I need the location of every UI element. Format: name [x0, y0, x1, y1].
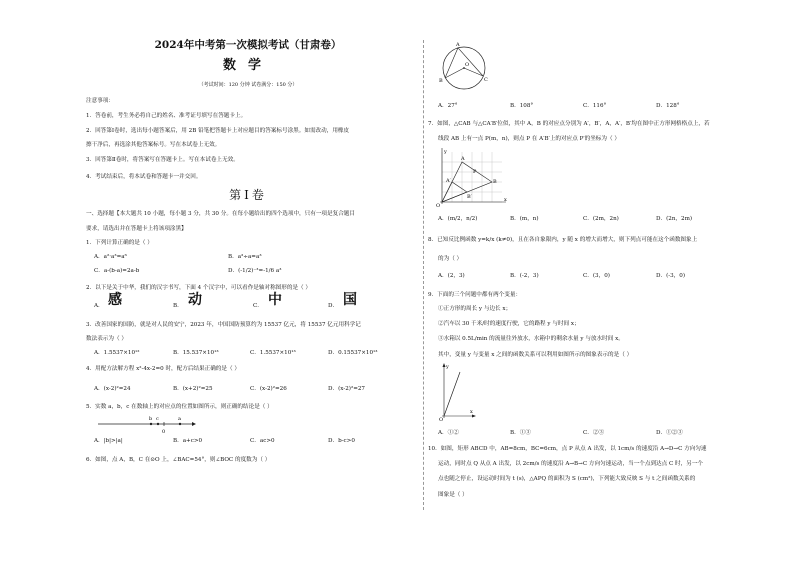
question-8-option-b: B．(-2，3) — [510, 273, 539, 279]
question-7-option-a: A．(m/2，n/2) — [438, 216, 478, 222]
notice-item: 2．回答第Ⅰ卷时，选出每小题答案后，用 2B 铅笔把答题卡上对应题目的答案标号涂黑。如需改动，用橡皮 — [86, 128, 350, 134]
question-9-option-d: D．①②③ — [656, 430, 683, 436]
notice-heading: 注意事项： — [86, 98, 114, 104]
question-3-stem: 3．改善国家的国防，就是对人民的安宁，2023 年，中国国防预算约为 15537 亿元，将 15537 亿元用科学记 — [86, 322, 361, 328]
question-7-option-d: D．(2n，2m) — [656, 216, 693, 222]
question-7-stem: 7．如图，△CAB 与△CA′B′位似，其中 A，B 的对应点分别为 A′，B′，A，A′，B′均在图中正方形网格格点上，若 — [428, 121, 710, 127]
question-9-item: ③水箱以 0.5L/min 的流量往外放水，水箱中的剩余水量 y 与放水时间 x。 — [438, 336, 624, 342]
question-8-option-c: C．(3，0) — [583, 273, 610, 279]
notice-item: 3．回答第Ⅱ卷时，将答案写在答题卡上。写在本试卷上无效。 — [86, 157, 239, 163]
grid-label-y: y — [444, 149, 447, 155]
question-2-letter-b: B． — [173, 303, 183, 309]
graph-label-o: O — [439, 417, 444, 422]
question-8-stem-cont: 的为（ ） — [438, 256, 463, 262]
question-6-option-b: B．108° — [510, 103, 534, 109]
question-8-option-d: D．(-3，0) — [656, 273, 686, 279]
question-1-option-c: C．a-(b-a)=2a-b — [94, 268, 140, 274]
question-5-option-a: A．|b|>|a| — [94, 438, 123, 444]
circle-figure — [436, 40, 492, 92]
question-9-stem: 9．下面的三个问题中都有两个变量： — [428, 292, 522, 298]
subject-title: 数学 — [222, 58, 273, 73]
question-4-option-d: D．(x-2)²=27 — [328, 386, 365, 392]
notice-item: 1．答卷前，考生务必将自己的姓名、准考证号填写在答题卡上。 — [86, 113, 247, 119]
question-7-option-c: C．(2m，2n) — [583, 216, 619, 222]
question-2-letter-a: A． — [94, 303, 104, 309]
notice-item: 擦干净后，再选涂其他答案标号。写在本试卷上无效。 — [86, 142, 221, 148]
column-divider — [423, 40, 424, 510]
circle-label-o: O — [465, 62, 470, 68]
question-1-option-d: D．(-1/2)⁻³=-1/6 a³ — [228, 268, 282, 274]
question-2-char-c: 中 — [268, 292, 282, 308]
circle-label-a: A — [456, 42, 460, 48]
question-2-char-a: 感 — [108, 292, 122, 308]
question-8-option-a: A．(2，3) — [438, 273, 465, 279]
question-8-stem: 8．已知反比例函数 y=k/x (k≠0)，且在各自象限内，y 随 x 的增大而增大，则下列点可能在这个函数图象上 — [428, 237, 698, 243]
exam-title: 2024年中考第一次模拟考试（甘肃卷） — [154, 39, 342, 51]
question-10-stem: 10．如图，矩形 ABCD 中，AB=8cm，BC=6cm，点 P 从点 A 出发，以 1cm/s 的速度沿 A→D→C 方向匀速 — [428, 446, 707, 452]
graph-label-x: x — [470, 409, 473, 415]
question-3-option-c: C．1.5537×10¹³ — [250, 350, 296, 356]
grid-label-p: P — [473, 169, 477, 175]
section-title: 第Ⅰ卷 — [229, 188, 267, 202]
question-7-stem-cont: 线段 AB 上有一点 P(m，n)，则点 P 在 A′B′上的对应点 P′的坐标为（ ） — [438, 136, 620, 142]
number-line-label-0: 0 — [162, 429, 166, 434]
question-10-stem-cont: 图象是（ ） — [438, 492, 468, 498]
circle-label-c: C — [484, 77, 488, 83]
question-9-option-c: C．②③ — [583, 430, 605, 436]
number-line-label-c: c — [156, 416, 159, 422]
section-intro: 一、选择题【本大题共 10 小题，每小题 3 分，共 30 分。在每小题给出的四个选项中，只有一项是复合题目 — [86, 211, 355, 217]
question-4-option-a: A．(x-2)²=24 — [94, 386, 131, 392]
question-5-stem: 5．实数 a，b，c 在数轴上的对应点的位置如图所示，则正确的结论是（ ） — [86, 404, 273, 410]
question-1-stem: 1．下列计算正确的是（ ） — [86, 240, 153, 246]
number-line-figure — [96, 412, 196, 434]
grid-label-o: O — [436, 203, 441, 208]
right-column — [428, 0, 780, 562]
question-10-stem-cont: 运动，同时点 Q 从点 A 出发，以 2cm/s 的速度沿 A→B→C 方向匀速运动，当一个点到达点 C 时，另一个 — [438, 461, 704, 467]
grid-label-b: B — [493, 179, 497, 185]
question-4-option-b: B．(x+2)²=25 — [173, 386, 213, 392]
question-6-stem: 6．如图，点 A，B，C 在⊙O 上，∠BAC=54°，则∠BOC 的度数为（ ） — [86, 457, 271, 463]
question-9-item: ①正方形的周长 y 与边长 x； — [438, 306, 512, 312]
question-2-letter-d: D． — [328, 303, 339, 309]
question-6-option-d: D．128° — [656, 103, 680, 109]
question-7-option-b: B．(m，n) — [510, 216, 539, 222]
question-2-char-b: 动 — [188, 292, 202, 308]
notice-item: 4．考试结束后，将本试卷和答题卡一并交回。 — [86, 174, 202, 180]
circle-label-b: B — [439, 78, 443, 84]
question-1-option-a: A．a²·a³=a⁶ — [94, 254, 127, 260]
question-9-item: ②汽车以 30 千米/时的速度行驶，它的路程 y 与时间 x； — [438, 321, 580, 327]
left-column — [78, 0, 418, 562]
grid-label-x: x — [504, 197, 507, 203]
question-6-option-c: C．116° — [583, 103, 607, 109]
number-line-label-b: b — [149, 416, 153, 422]
grid-label-a-prime: A′ — [446, 178, 451, 184]
grid-label-a: A — [461, 156, 465, 162]
question-6-option-a: A．27° — [438, 103, 458, 109]
question-3-option-b: B．15.537×10¹³ — [173, 350, 219, 356]
question-10-stem-cont: 点也随之停止，设运动时间为 t (s)，△APQ 的面积为 S (cm²)，下列能大致反映 S 与 t 之间函数关系的 — [438, 476, 696, 482]
question-2-char-d: 国 — [343, 292, 357, 308]
question-1-option-b: B．a³÷a=a³ — [228, 254, 262, 260]
exam-meta: （考试时间：120 分钟 试卷满分：150 分） — [198, 82, 298, 88]
question-2-letter-c: C． — [253, 303, 263, 309]
question-3-option-a: A．1.5537×10¹² — [94, 350, 140, 356]
question-9-option-b: B．①③ — [510, 430, 531, 436]
question-3-option-d: D．0.15537×10¹³ — [328, 350, 378, 356]
grid-figure — [436, 146, 510, 208]
question-2-stem: 2．以下是关于中华，我们的汉字书写，下面 4 个汉字中，可以看作是轴对称图形的是（ ） — [86, 285, 312, 291]
line-graph-figure — [436, 362, 476, 422]
question-5-option-c: C．ac>0 — [250, 438, 275, 444]
question-5-option-b: B．a+c>0 — [173, 438, 203, 444]
grid-label-b-prime: B′ — [467, 194, 472, 200]
graph-label-y: y — [446, 364, 449, 370]
section-intro: 要求，请选出并在答题卡上将该项涂黑】 — [86, 226, 187, 232]
question-9-option-a: A．①② — [438, 430, 459, 436]
number-line-label-a: a — [178, 416, 181, 422]
question-4-stem: 4．用配方法解方程 x²-4x-2=0 时，配方后结果正确的是（ ） — [86, 366, 240, 372]
question-4-option-c: C．(x-2)²=26 — [250, 386, 287, 392]
question-5-option-d: D．b-c>0 — [328, 438, 355, 444]
question-3-stem-cont: 数法表示为（ ） — [86, 336, 127, 342]
question-9-tail: 其中，变量 y 与变量 x 之间的函数关系可以利用如图所示的图象表示的是（ ） — [438, 352, 633, 358]
